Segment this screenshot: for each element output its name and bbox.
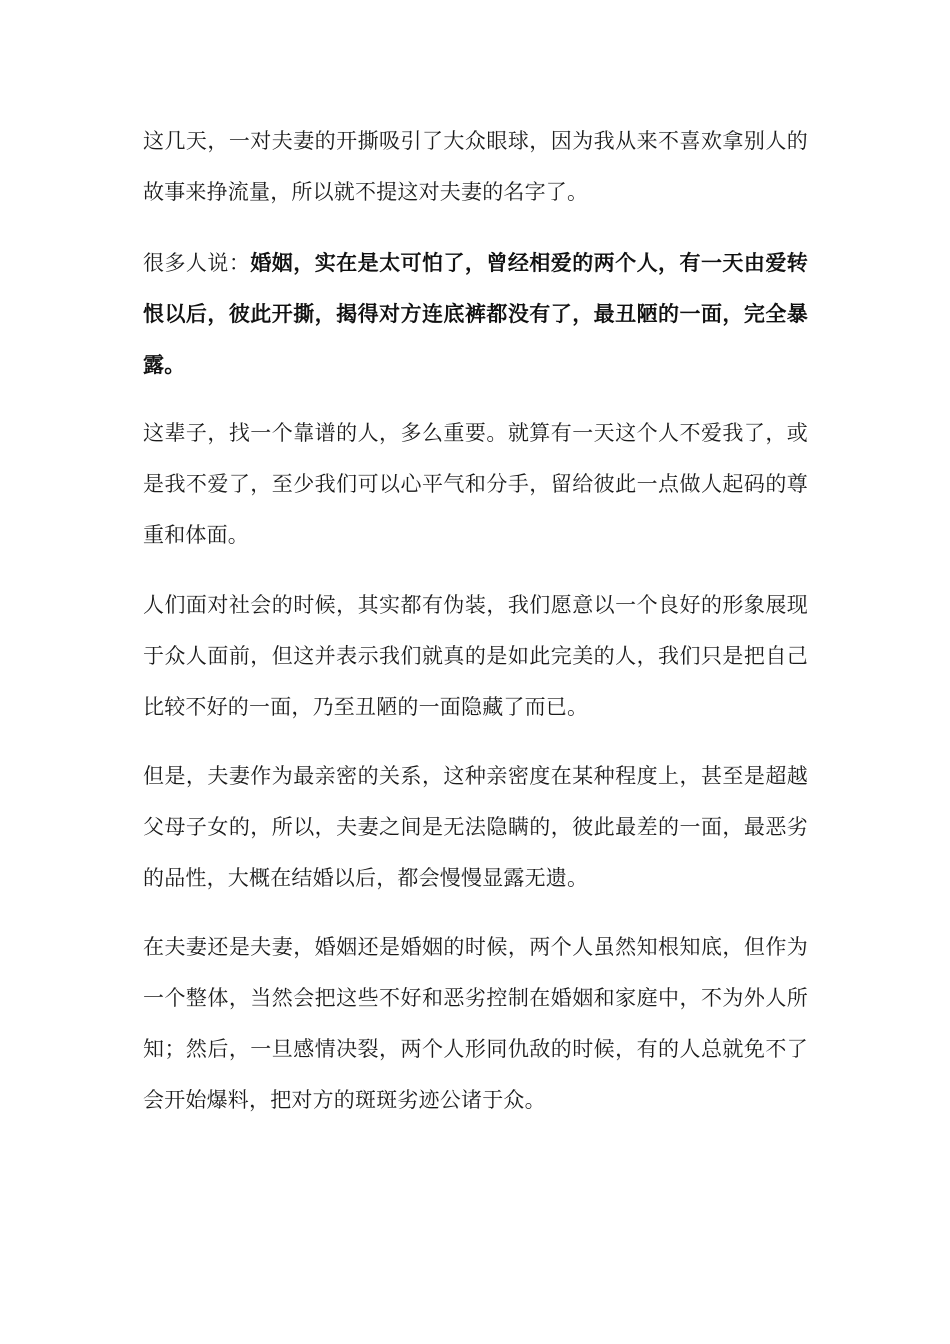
paragraph-4: 人们面对社会的时候，其实都有伪装，我们愿意以一个良好的形象展现于众人面前，但这并表示我们就真的是如此完美的人，我们只是把自己比较不好的一面，乃至丑陋的一面隐藏了而已。 — [143, 593, 808, 719]
paragraph-2-intro: 很多人说： — [143, 251, 251, 275]
paragraph-3: 这辈子，找一个靠谱的人，多么重要。就算有一天这个人不爱我了，或是我不爱了，至少我们可以心平气和分手，留给彼此一点做人起码的尊重和体面。 — [143, 421, 808, 547]
paragraph-1: 这几天，一对夫妻的开撕吸引了大众眼球，因为我从来不喜欢拿别人的故事来挣流量，所以就不提这对夫妻的名字了。 — [143, 129, 808, 204]
paragraph-2 — [143, 238, 808, 391]
paragraph-5: 但是，夫妻作为最亲密的关系，这种亲密度在某种程度上，甚至是超越父母子女的，所以，夫妻之间是无法隐瞒的，彼此最差的一面，最恶劣的品性，大概在结婚以后，都会慢慢显露无遗。 — [143, 764, 808, 890]
paragraph-2-emphasis: 婚姻，实在是太可怕了，曾经相爱的两个人，有一天由爱转恨以后，彼此开撕，揭得对方连底裤都没有了，最丑陋的一面，完全暴露。 — [143, 251, 809, 377]
paragraph-6: 在夫妻还是夫妻，婚姻还是婚姻的时候，两个人虽然知根知底，但作为一个整体，当然会把这些不好和恶劣控制在婚姻和家庭中，不为外人所知；然后，一旦感情决裂，两个人形同仇敌的时候，有的人总就免不了会开始爆料，把对方的斑斑劣迹公诸于众。 — [143, 935, 808, 1112]
